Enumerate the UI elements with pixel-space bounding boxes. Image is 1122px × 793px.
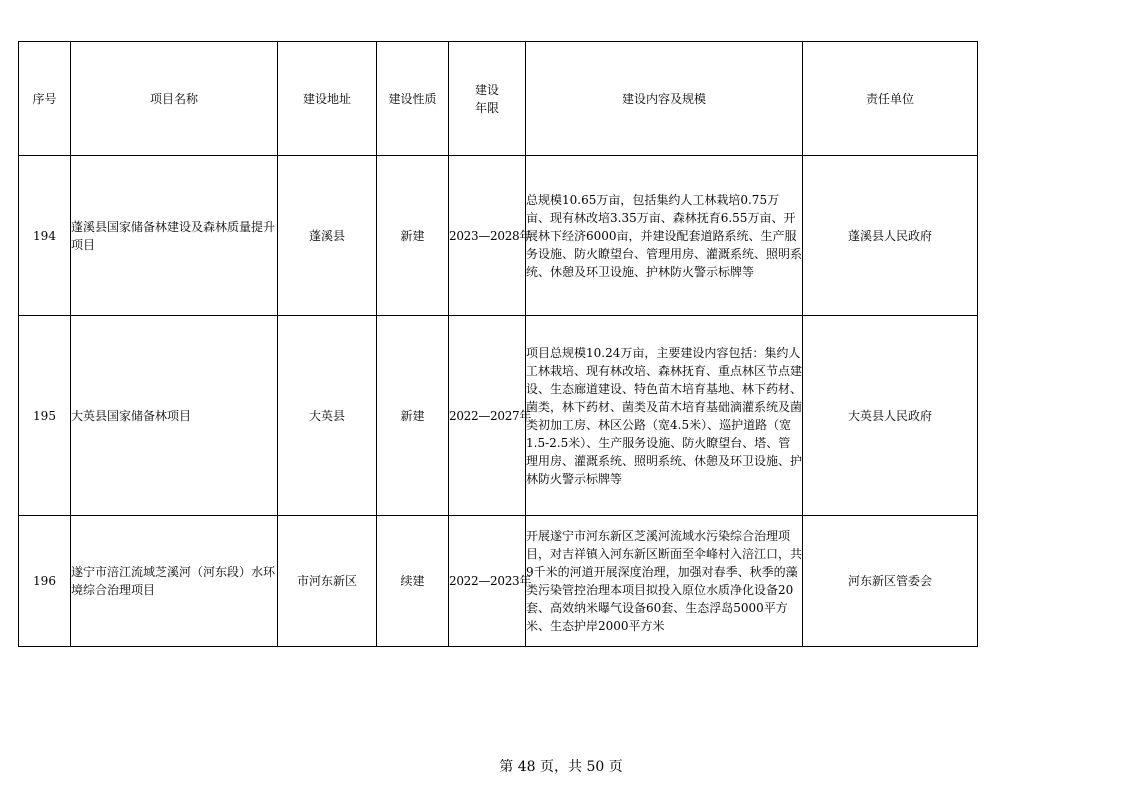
row-period: 2022—2027年 (449, 316, 526, 516)
row-name: 大英县国家储备林项目 (71, 316, 278, 516)
row-nature: 新建 (377, 316, 449, 516)
footer-middle: 页，共 (540, 759, 582, 775)
footer-total-pages: 50 (586, 759, 605, 775)
row-unit: 河东新区管委会 (803, 516, 978, 647)
header-nature: 建设性质 (377, 42, 449, 156)
header-seq: 序号 (19, 42, 71, 156)
row-period: 2023—2028年 (449, 156, 526, 316)
page-footer (0, 756, 1122, 776)
row-nature: 续建 (377, 516, 449, 647)
row-unit: 大英县人民政府 (803, 316, 978, 516)
row-name: 蓬溪县国家储备林建设及森林质量提升项目 (71, 156, 278, 316)
header-address: 建设地址 (278, 42, 377, 156)
header-period-line2: 年限 (474, 100, 499, 115)
row-name: 遂宁市涪江流域芝溪河（河东段）水环境综合治理项目 (71, 516, 278, 647)
project-table (18, 41, 978, 647)
row-period: 2022—2023年 (449, 516, 526, 647)
table-row (19, 156, 978, 316)
footer-suffix: 页 (608, 759, 623, 775)
row-seq: 196 (19, 516, 71, 647)
footer-prefix: 第 (499, 759, 514, 775)
table-row (19, 316, 978, 516)
row-content: 项目总规模10.24万亩，主要建设内容包括：集约人工林栽培、现有林改培、森林抚育、重点林区节点建设、生态廊道建设、特色苗木培育基地、林下药材、菌类，林下药材、菌类及苗木培育基础滴灌系统及菌类初加工房、林区公路（宽4.5米）、巡护道路（宽1.5-2.5米）、生产服务设施、防火瞭望台、塔、管理用房、灌溉系统、照明系统、休憩及环卫设施、护林防火警示标牌等 (526, 316, 803, 516)
row-unit: 蓬溪县人民政府 (803, 156, 978, 316)
row-address: 大英县 (278, 316, 377, 516)
row-address: 蓬溪县 (278, 156, 377, 316)
row-address: 市河东新区 (278, 516, 377, 647)
row-nature: 新建 (377, 156, 449, 316)
header-unit: 责任单位 (803, 42, 978, 156)
header-period-line1: 建设 (474, 82, 499, 97)
table-header-row (19, 42, 978, 156)
row-seq: 195 (19, 316, 71, 516)
header-period (449, 42, 526, 156)
table-row (19, 516, 978, 647)
row-content: 总规模10.65万亩，包括集约人工林栽培0.75万亩、现有林改培3.35万亩、森林抚育6.55万亩、开展林下经济6000亩，并建设配套道路系统、生产服务设施、防火瞭望台、管理用房、灌溉系统、照明系统、休憩及环卫设施、护林防火警示标牌等 (526, 156, 803, 316)
header-content: 建设内容及规模 (526, 42, 803, 156)
row-seq: 194 (19, 156, 71, 316)
row-content: 开展遂宁市河东新区芝溪河流域水污染综合治理项目，对吉祥镇入河东新区断面至伞峰村入涪江口，共9千米的河道开展深度治理，加强对春季、秋季的藻类污染管控治理本项目拟投入原位水质净化设备20套、高效纳米曝气设备60套、生态浮岛5000平方米、生态护岸2000平方米 (526, 516, 803, 647)
footer-current-page: 48 (517, 759, 536, 775)
header-name: 项目名称 (71, 42, 278, 156)
